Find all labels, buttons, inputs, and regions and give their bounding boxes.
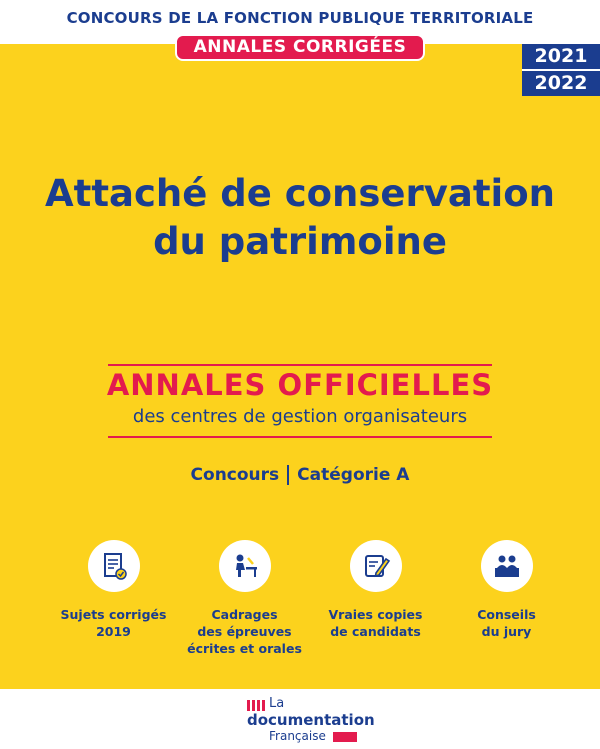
publisher-logo bbox=[247, 696, 377, 746]
annales-officielles-heading: ANNALES OFFICIELLES bbox=[106, 368, 494, 402]
feature-label-line: Vraies copies bbox=[328, 607, 423, 622]
series-title: CONCOURS DE LA FONCTION PUBLIQUE TERRITORIALE bbox=[66, 9, 534, 27]
year-start: 2021 bbox=[534, 45, 588, 67]
annales-corrigees-badge: ANNALES CORRIGÉES bbox=[175, 34, 425, 61]
publisher-line-2: documentation bbox=[247, 711, 375, 729]
logo-red-block bbox=[333, 732, 357, 742]
feature-label-line: écrites et orales bbox=[187, 641, 302, 656]
logo-stripes-icon bbox=[247, 700, 267, 711]
feature-label bbox=[310, 606, 441, 640]
category-type: Concours bbox=[190, 465, 280, 485]
document-check-icon bbox=[88, 540, 140, 592]
year-end: 2022 bbox=[534, 72, 588, 94]
category-divider bbox=[287, 465, 289, 485]
book-title-line-2: du patrimoine bbox=[153, 220, 447, 263]
book-title bbox=[0, 170, 600, 266]
jury-panel-icon bbox=[481, 540, 533, 592]
feature-label-line: du jury bbox=[481, 624, 532, 639]
year-box bbox=[522, 44, 600, 96]
feature-cadrages bbox=[179, 540, 310, 660]
category-level: Catégorie A bbox=[297, 465, 410, 485]
publisher-line-3: Française bbox=[269, 729, 326, 743]
feature-sujets bbox=[48, 540, 179, 660]
pen-paper-icon bbox=[350, 540, 402, 592]
feature-copies bbox=[310, 540, 441, 660]
feature-label-line: Conseils bbox=[477, 607, 536, 622]
feature-label bbox=[48, 606, 179, 640]
publisher-line-1: La bbox=[269, 696, 285, 711]
feature-label-line: Sujets corrigés bbox=[60, 607, 167, 622]
exam-desk-icon bbox=[219, 540, 271, 592]
book-title-line-1: Attaché de conservation bbox=[45, 172, 555, 215]
feature-label bbox=[179, 606, 310, 657]
bottom-rule bbox=[108, 436, 492, 438]
feature-label-line: 2019 bbox=[96, 624, 131, 639]
feature-conseils bbox=[441, 540, 572, 660]
feature-label-line: des épreuves bbox=[197, 624, 292, 639]
top-rule bbox=[108, 364, 492, 366]
feature-label bbox=[441, 606, 572, 640]
feature-label-line: Cadrages bbox=[211, 607, 278, 622]
exam-category bbox=[0, 465, 600, 485]
feature-label-line: de candidats bbox=[330, 624, 421, 639]
annales-officielles-subheading: des centres de gestion organisateurs bbox=[132, 406, 468, 427]
feature-list bbox=[48, 540, 572, 660]
